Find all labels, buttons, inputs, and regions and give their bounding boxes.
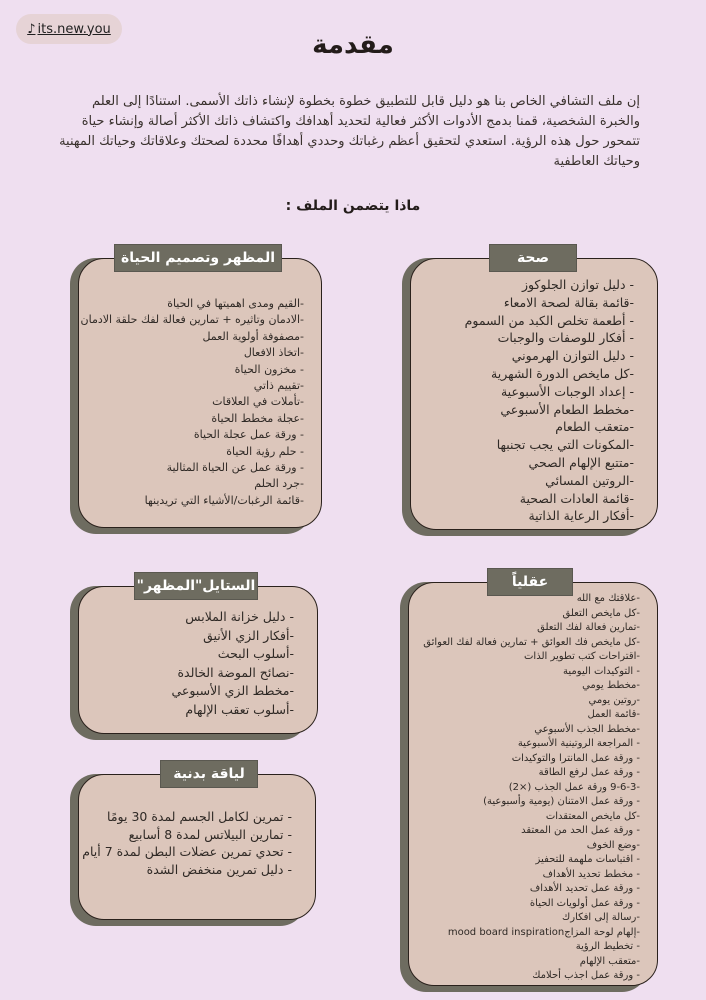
intro-paragraph: إن ملف التشافي الخاص بنا هو دليل قابل للتطبيق خطوة بخطوة لإنشاء ذاتك الأسمى. استنادًا إلى العلم والخبرة الشخصية، قمنا بدمج الأدوات الأكثر فعالية لتحديد أهدافك واكتشاف ذاتك الأكثر أصالة وإنشاء حياة تتمحور حول هذه الرؤية. استعدي لتحقيق أعظم رغباتك وحددي أهدافًا محددة لصحتك وعلاقاتك وحياتك المهنية وحياتك العاطفية <box>59 94 640 169</box>
list-item: - اقتباسات ملهمة للتحفيز <box>535 854 640 865</box>
list-item: -عجلة مخطط الحياة <box>211 411 304 425</box>
list-item: - ورقة عمل اجذب أحلامك <box>532 970 640 981</box>
list-item: -أسلوب تعقب الإلهام <box>185 701 294 717</box>
list-item: - تحدي تمرين عضلات البطن لمدة 7 أيام <box>82 844 292 859</box>
list-item: -القيم ومدى اهميتها في الحياة <box>167 297 304 310</box>
life-design-list <box>80 296 304 509</box>
list-item: -9-6-3 ورقة عمل الجذب (×2) <box>508 781 640 793</box>
list-item: -مخطط الجذب الأسبوعي <box>534 723 640 735</box>
list-item: - مخطط تحديد الأهداف <box>542 868 640 880</box>
list-item: -اتخاذ الافعال <box>243 346 304 360</box>
list-item: - تمرين لكامل الجسم لمدة 30 يومًا <box>107 809 292 824</box>
list-item: -اقتراحات كتب تطوير الذات <box>524 651 640 662</box>
style-card-title: الستايل"المظهر" <box>134 572 258 600</box>
list-item: -المكونات التي يجب تجنبها <box>496 437 634 453</box>
list-item: - التوكيدات اليومية <box>563 665 640 677</box>
list-item: - دليل التوازن الهرموني <box>511 348 634 364</box>
list-item: -كل مايخص فك العوائق + تمارين فعالة لفك العوائق <box>423 636 640 648</box>
list-item: -كل مايخص التعلق <box>562 607 640 619</box>
list-item: -أفكار الرعاية الذاتية <box>528 508 634 524</box>
list-item: -قائمة بقالة لصحة الامعاء <box>503 294 634 310</box>
list-item: -علاقتك مع الله <box>576 593 640 604</box>
list-item: - ورقة عمل عجلة الحياة <box>193 428 304 442</box>
list-item: -قائمة العمل <box>587 709 640 720</box>
list-item: - إعداد الوجبات الأسبوعية <box>500 383 634 399</box>
list-item: - دليل تمرين منخفض الشدة <box>146 861 292 877</box>
list-item: - دليل خزانة الملابس <box>185 609 294 624</box>
list-item: -وضع الخوف <box>586 839 640 851</box>
list-item: - ورقة عمل الامتنان (يومية وأسبوعية) <box>483 796 640 807</box>
list-item: -قائمة الرغبات/الأشياء التي تريدينها <box>144 493 304 507</box>
list-item: -متعقب الإلهام <box>579 955 640 967</box>
list-item: -الروتين المسائي <box>545 472 634 488</box>
list-item: -مخطط الزي الأسبوعي <box>171 683 294 698</box>
list-item: -متتبع الإلهام الصحي <box>528 454 634 470</box>
style-list <box>100 608 294 719</box>
fitness-card <box>70 766 316 926</box>
list-item: -رسالة إلى افكارك <box>562 912 640 923</box>
fitness-card-title: لياقة بدنية <box>160 760 258 788</box>
list-item: - ورقة عمل لرفع الطاقة <box>538 767 640 778</box>
list-item: -تأملات في العلاقات <box>212 395 304 409</box>
list-item: -تمارين فعالة لفك التعلق <box>537 622 640 633</box>
list-item: -مخطط يومي <box>582 680 640 691</box>
list-item: -كل مايخص المعتقدات <box>545 810 640 822</box>
list-item: -نصائح الموضة الخالدة <box>177 664 294 680</box>
list-item: -قائمة العادات الصحية <box>519 490 634 506</box>
mental-card <box>400 574 658 992</box>
list-item: -متعقب الطعام <box>555 419 634 435</box>
list-item: - أفكار للوصفات والوجبات <box>497 330 634 346</box>
list-item: -أفكار الزي الأنيق <box>203 627 294 643</box>
list-item: - ورقة عمل تحديد الأهداف <box>529 883 640 894</box>
list-item: -جرد الحلم <box>254 477 304 491</box>
health-list <box>432 276 634 525</box>
list-item: -كل مايخص الدورة الشهرية <box>491 365 634 381</box>
list-item: - ورقة عمل عن الحياة المثالية <box>166 461 304 475</box>
mental-list <box>414 592 640 984</box>
health-card <box>402 250 658 536</box>
list-item: - ورقة عمل أولويات الحياة <box>529 897 640 909</box>
life-design-card <box>70 250 322 534</box>
list-item: - ورقة عمل المانترا والتوكيدات <box>511 752 640 764</box>
contents-heading: ماذا يتضمن الملف : <box>285 198 421 214</box>
tiktok-icon: ♪ <box>27 21 36 37</box>
account-handle: its.new.you <box>37 21 111 37</box>
list-item: -روتين يومي <box>588 694 640 706</box>
list-item: - حلم رؤية الحياة <box>226 444 304 458</box>
mental-card-title: عقلياً <box>487 568 573 596</box>
list-item: - تمارين البيلاتس لمدة 8 أسابيع <box>128 826 292 842</box>
list-item: -مصفوفة أولوية العمل <box>202 329 304 343</box>
health-card-title: صحة <box>489 244 577 272</box>
list-item: - دليل توازن الجلوكوز <box>521 277 634 292</box>
list-item: - أطعمة تخلص الكبد من السموم <box>464 312 634 328</box>
page-title: مقدمة <box>312 30 394 60</box>
list-item: -تقييم ذاتي <box>253 379 304 393</box>
list-item: - مخزون الحياة <box>234 362 304 376</box>
list-item: - المراجعة الروتينية الأسبوعية <box>517 738 640 749</box>
life-design-card-title: المظهر وتصميم الحياة <box>114 244 282 272</box>
list-item: -إلهام لوحة المزاجmood board inspiration <box>447 926 640 938</box>
style-card <box>70 578 318 740</box>
fitness-list <box>82 808 292 878</box>
list-item: - ورقة عمل الحد من المعتقد <box>521 825 640 836</box>
list-item: -مخطط الطعام الأسبوعي <box>500 401 634 417</box>
list-item: -الادمان وتاثيره + تمارين فعالة لفك حلقة الادمان <box>80 313 304 327</box>
list-item: -أسلوب البحث <box>217 646 294 661</box>
list-item: - تخطيط الرؤية <box>575 941 640 952</box>
